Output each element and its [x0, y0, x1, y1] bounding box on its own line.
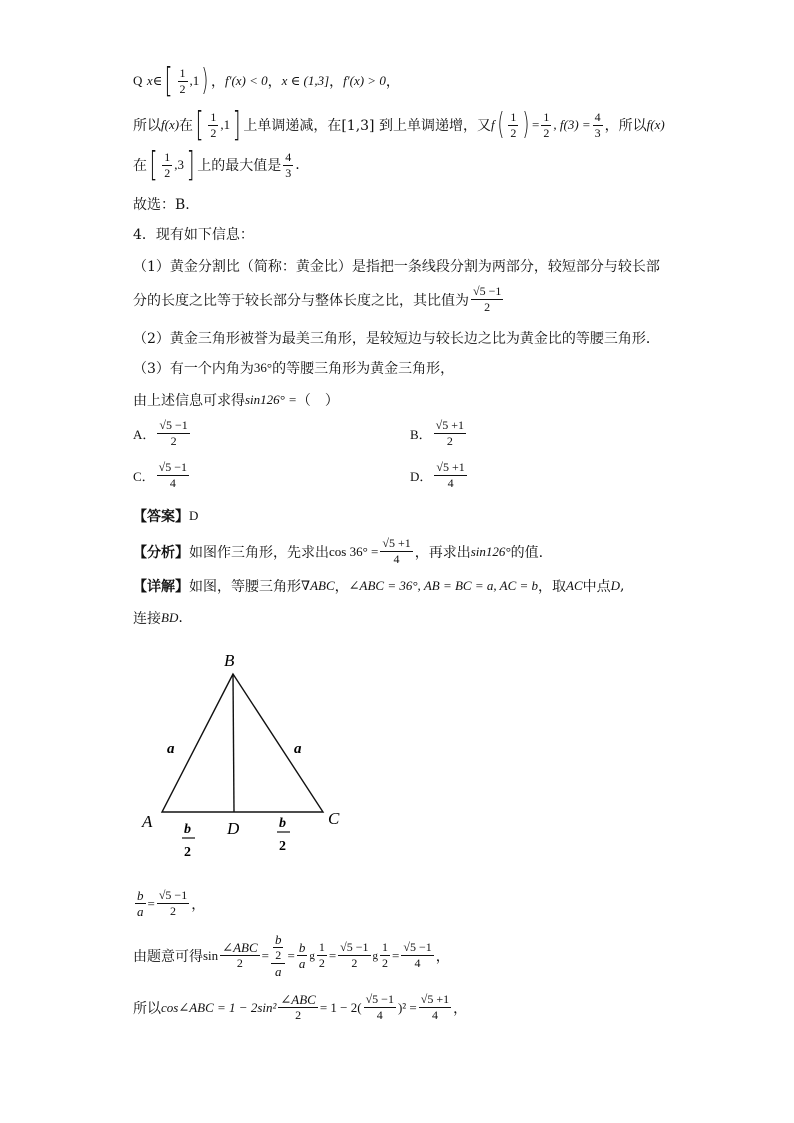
fraction-result: $\frac{√5 -1}{4}$	[403, 940, 432, 970]
text: 由题意可得	[133, 948, 203, 965]
text: 所以	[133, 1000, 161, 1017]
q4-info1-b	[133, 284, 505, 315]
right-paren: )	[522, 107, 530, 142]
fx: f(x)	[646, 117, 665, 132]
equals: =	[328, 947, 337, 963]
text: ，	[334, 579, 349, 595]
fraction-half: $\frac{1}{2}$	[179, 65, 186, 96]
fraction-half: $\frac{1}{2}$	[164, 149, 171, 180]
label-c: C	[328, 809, 340, 828]
var-x: x	[146, 73, 153, 88]
fraction-golden: $\frac{√5 -1}{2}$	[340, 940, 369, 970]
expression: )² =	[397, 999, 417, 1015]
in-symbol: ∈	[152, 73, 163, 88]
segment-ac: AC	[566, 578, 583, 593]
derivative-positive: f′(x) > 0	[343, 73, 386, 88]
equals: =	[287, 947, 295, 963]
expression: cos 36° =	[329, 543, 379, 559]
fraction-golden: $\frac{√5 -1}{2}$	[158, 888, 188, 918]
text: 分的长度之比等于较长部分与整体长度之比，其比值为	[133, 292, 469, 309]
option-d[interactable]	[410, 460, 469, 491]
sin: sin	[203, 947, 219, 963]
option-label: B．	[410, 427, 432, 442]
q4-info1-a	[133, 256, 660, 276]
interval-right: ,1	[189, 73, 200, 88]
f-of-3: , f(3) =	[553, 117, 591, 132]
text: （3）有一个内角为	[133, 361, 254, 377]
label-d: D	[227, 819, 240, 838]
text: 如图，等腰三角形	[189, 579, 301, 595]
because-symbol: Q	[133, 73, 143, 88]
text: ，取	[538, 579, 567, 595]
line-intervals	[133, 61, 400, 101]
fraction-half: $\frac{1}{2}$	[318, 940, 325, 970]
triangle-abc	[162, 674, 323, 812]
left-paren: (	[496, 107, 504, 142]
text: 在	[133, 158, 147, 174]
conditions: ∠ABC = 36°, AB = BC = a, AC = b	[348, 578, 539, 593]
q4-info3	[133, 358, 454, 378]
fraction-four-thirds: $\frac{4}{3}$	[594, 109, 601, 140]
equals: =	[261, 947, 269, 963]
line-monotonic	[133, 105, 665, 145]
option-c[interactable]	[133, 460, 191, 491]
option-b[interactable]	[410, 418, 468, 449]
sep: ，	[329, 74, 344, 90]
fraction-sin-value: $\frac{√5 -1}{4}$	[365, 992, 394, 1022]
option-a[interactable]	[133, 418, 192, 449]
text: ，再求出	[414, 544, 471, 561]
text: 4．现有如下信息：	[133, 227, 254, 243]
fraction-half: $\frac{1}{2}$	[210, 109, 217, 140]
f: f	[490, 117, 495, 132]
interval-two: x ∈ (1,3]	[281, 73, 330, 88]
option-label: A．	[133, 427, 156, 442]
fraction-result: $\frac{√5 +1}{4}$	[420, 992, 450, 1022]
equation-cos-abc	[133, 992, 467, 1023]
nested-fraction: b 2 a	[271, 932, 286, 979]
analysis-line	[133, 536, 543, 567]
expression: = 1 − 2(	[319, 999, 362, 1015]
option-fraction: $\frac{√5 +1}{4}$	[436, 460, 465, 490]
text: ，所以	[604, 118, 647, 134]
equation-sin-half	[133, 932, 450, 979]
label-b: B	[224, 651, 235, 670]
text: 的等腰三角形为黄金三角形，	[272, 361, 455, 377]
text: （ ）	[296, 393, 339, 409]
text: 连接	[133, 611, 161, 627]
fraction-b-a: $\frac{b}{a}$	[137, 888, 144, 919]
fraction-half-angle: $\frac{\text{∠ABC}}{2}$	[280, 992, 316, 1022]
detail-line-1	[133, 576, 624, 596]
option-label: D．	[410, 469, 433, 484]
golden-ratio-fraction: $\frac{√5 -1}{2}$	[473, 284, 502, 314]
sep: ，	[453, 1000, 468, 1017]
label-half-b-left-num: b	[184, 822, 191, 837]
left-bracket: [	[164, 61, 173, 101]
text: 的值.	[510, 544, 544, 561]
q4-title	[133, 224, 254, 244]
text: 所以	[133, 118, 161, 134]
fx: f(x)	[161, 117, 180, 132]
text: （2）黄金三角形被誉为最美三角形，是较短边与较长边之比为黄金比的等腰三角形．	[133, 331, 660, 347]
option-fraction: $\frac{√5 +1}{2}$	[435, 418, 465, 448]
fraction-half: $\frac{1}{2}$	[543, 109, 550, 140]
expression: cos∠ABC = 1 − 2sin²	[161, 999, 277, 1015]
label-half-b-left-den: 2	[184, 845, 191, 860]
median-bd	[233, 674, 234, 812]
fraction-half: $\frac{1}{2}$	[382, 940, 389, 970]
text: 故选：B.	[133, 197, 190, 213]
text: 上的最大值是	[197, 158, 282, 174]
answer-value: D	[189, 508, 199, 523]
line-maximum	[133, 145, 300, 185]
degree: 36°	[253, 360, 273, 375]
label-side-ab: a	[167, 741, 175, 757]
label-a: A	[142, 812, 153, 831]
q4-info2	[133, 328, 660, 348]
text: 在	[179, 118, 194, 134]
right-paren: )	[201, 63, 209, 98]
interval-right: ,1	[220, 117, 231, 132]
answer-tag-line	[133, 506, 198, 526]
derivative-negative: f′(x) < 0	[224, 73, 268, 88]
right-bracket: ]	[232, 105, 241, 145]
text: .	[178, 610, 183, 626]
period: .	[295, 157, 300, 173]
text: ,	[620, 578, 625, 594]
interval-right: ,3	[174, 157, 185, 172]
equals: =	[392, 947, 400, 963]
text: （1）黄金分割比（简称：黄金比）是指把一条线段分割为两部分，较短部分与较长部	[133, 259, 660, 275]
right-bracket: ]	[186, 145, 195, 185]
dot: g	[309, 949, 315, 962]
sep: ，	[191, 896, 206, 913]
equals: =	[532, 117, 540, 132]
option-label: C．	[133, 469, 155, 484]
cos36-fraction: $\frac{√5 +1}{4}$	[382, 536, 411, 566]
label-half-b-right-num: b	[279, 816, 286, 831]
sep: ，	[435, 948, 450, 965]
equation-b-over-a	[133, 888, 205, 919]
label-side-bc: a	[294, 741, 302, 757]
text: 中点	[582, 579, 611, 595]
dot: g	[372, 949, 379, 962]
text: 由上述信息可求得	[133, 393, 245, 409]
segment-bd: BD	[161, 610, 179, 625]
left-bracket: [	[149, 145, 158, 185]
option-fraction: $\frac{√5 -1}{2}$	[159, 418, 188, 448]
answer-tag: 【答案】	[133, 509, 189, 525]
expression: sin126° =	[245, 392, 297, 407]
triangle-symbol: ∇ABC	[301, 578, 335, 593]
detail-line-2	[133, 608, 183, 628]
q4-ask	[133, 390, 339, 410]
sep: ，	[267, 74, 282, 90]
fraction-b-a: $\frac{b}{a}$	[298, 940, 306, 971]
point-d: D	[610, 578, 621, 593]
equals: =	[147, 895, 155, 911]
fraction-half-angle: $\frac{\text{∠ABC}}{2}$	[222, 940, 258, 970]
fraction-half: $\frac{1}{2}$	[510, 109, 517, 140]
text: 如图作三角形，先求出	[189, 544, 329, 561]
fraction-max: $\frac{4}{3}$	[285, 149, 292, 180]
sep: ，	[210, 74, 225, 90]
expression: sin126°	[470, 543, 511, 559]
label-half-b-right-den: 2	[279, 839, 286, 854]
detail-tag: 【详解】	[133, 579, 189, 595]
answer-choice-line	[133, 194, 190, 214]
sep: ，	[385, 74, 400, 90]
analysis-tag: 【分析】	[133, 544, 189, 561]
left-bracket: [	[195, 105, 204, 145]
option-fraction: $\frac{√5 -1}{4}$	[158, 460, 188, 490]
text: 上单调递减，在[1,3] 到上单调递增，又	[243, 118, 491, 134]
